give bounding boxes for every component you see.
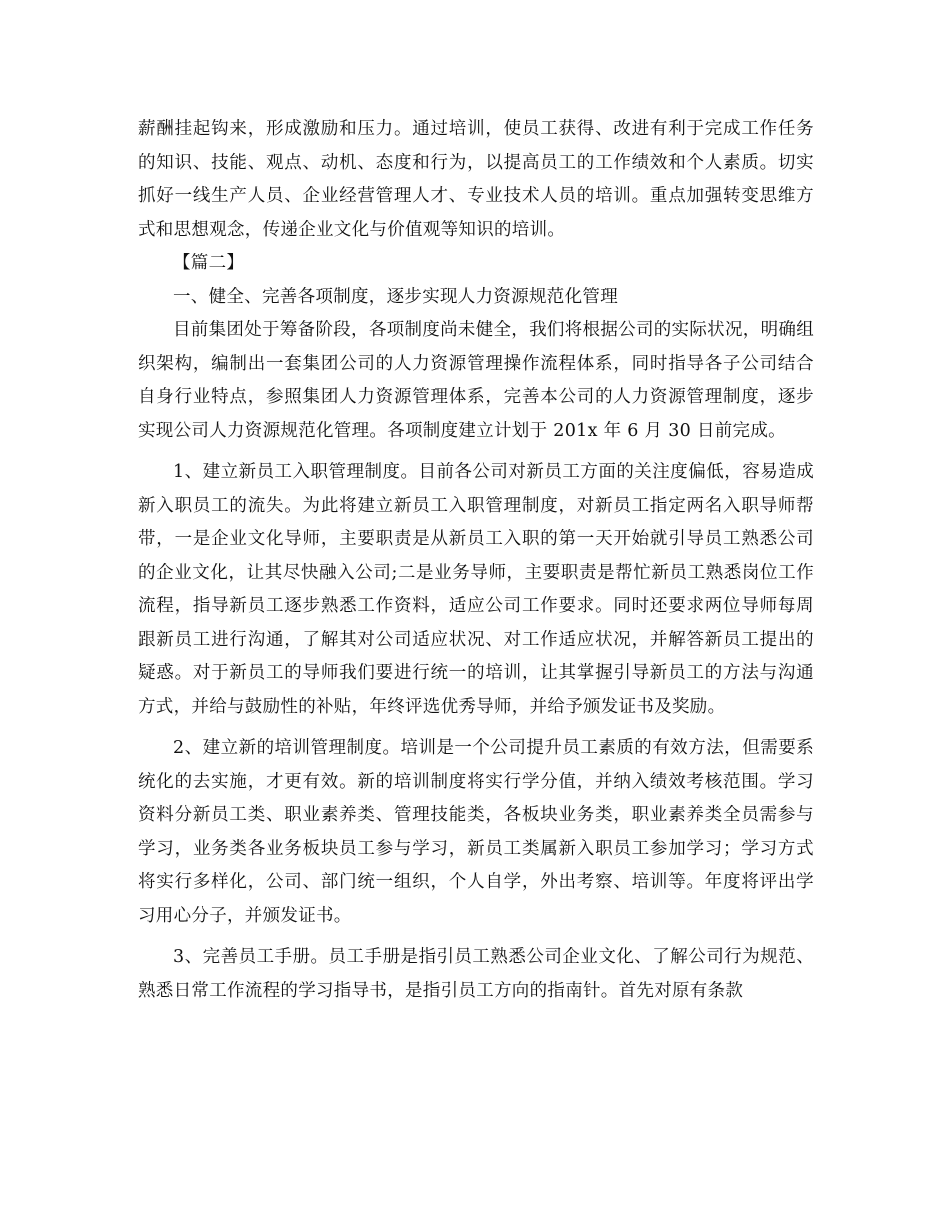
section-heading: 【篇二】 [173,253,245,273]
paragraph-4: 2、建立新的培训管理制度。培训是一个公司提升员工素质的有效方法，但需要系统化的去实施，才更有效。新的培训制度将实行学分值，并纳入绩效考核范围。学习资料分新员工类、职业素养类、管理技能类，各板块业务类，职业素养类全员需参与学习，业务类各业务板块员工参与学习，新员工类属新入职员工参加学习；学习方式将实行多样化，公司、部门统一组织，个人自学，外出考察、培训等。年度将评出学习用心分子，并颁发证书。 [138,738,814,926]
paragraph-1: 薪酬挂起钩来，形成激励和压力。通过培训，使员工获得、改进有利于完成工作任务的知识、技能、观点、动机、态度和行为，以提高员工的工作绩效和个人素质。切实抓好一线生产人员、企业经营管理人才、专业技术人员的培训。重点加强转变思维方式和思想观念，传递企业文化与价值观等知识的培训。 [138,119,814,240]
paragraph-2: 目前集团处于筹备阶段，各项制度尚未健全，我们将根据公司的实际状况，明确组织架构，编制出一套集团公司的人力资源管理操作流程体系，同时指导各子公司结合自身行业特点，参照集团人力资源管理体系，完善本公司的人力资源管理制度，逐步实现公司人力资源规范化管理。各项制度建立计划于 201x 年 6 月 30 日前完成。 [138,320,814,441]
document-body [138,113,814,1008]
subsection-heading: 一、健全、完善各项制度，逐步实现人力资源规范化管理 [173,286,618,307]
paragraph-3: 1、建立新员工入职管理制度。目前各公司对新员工方面的关注度偏低，容易造成新入职员工的流失。为此将建立新员工入职管理制度，对新员工指定两名入职导师帮带，一是企业文化导师，主要职责是从新员工入职的第一天开始就引导员工熟悉公司的企业文化，让其尽快融入公司;二是业务导师，主要职责是帮忙新员工熟悉岗位工作流程，指导新员工逐步熟悉工作资料，适应公司工作要求。同时还要求两位导师每周跟新员工进行沟通，了解其对公司适应状况、对工作适应状况，并解答新员工提出的疑惑。对于新员工的导师我们要进行统一的培训，让其掌握引导新员工的方法与沟通方式，并给与鼓励性的补贴，年终评选优秀导师，并给予颁发证书及奖励。 [138,462,814,717]
paragraph-5: 3、完善员工手册。员工手册是指引员工熟悉公司企业文化、了解公司行为规范、熟悉日常工作流程的学习指导书，是指引员工方向的指南针。首先对原有条款 [138,947,814,1001]
